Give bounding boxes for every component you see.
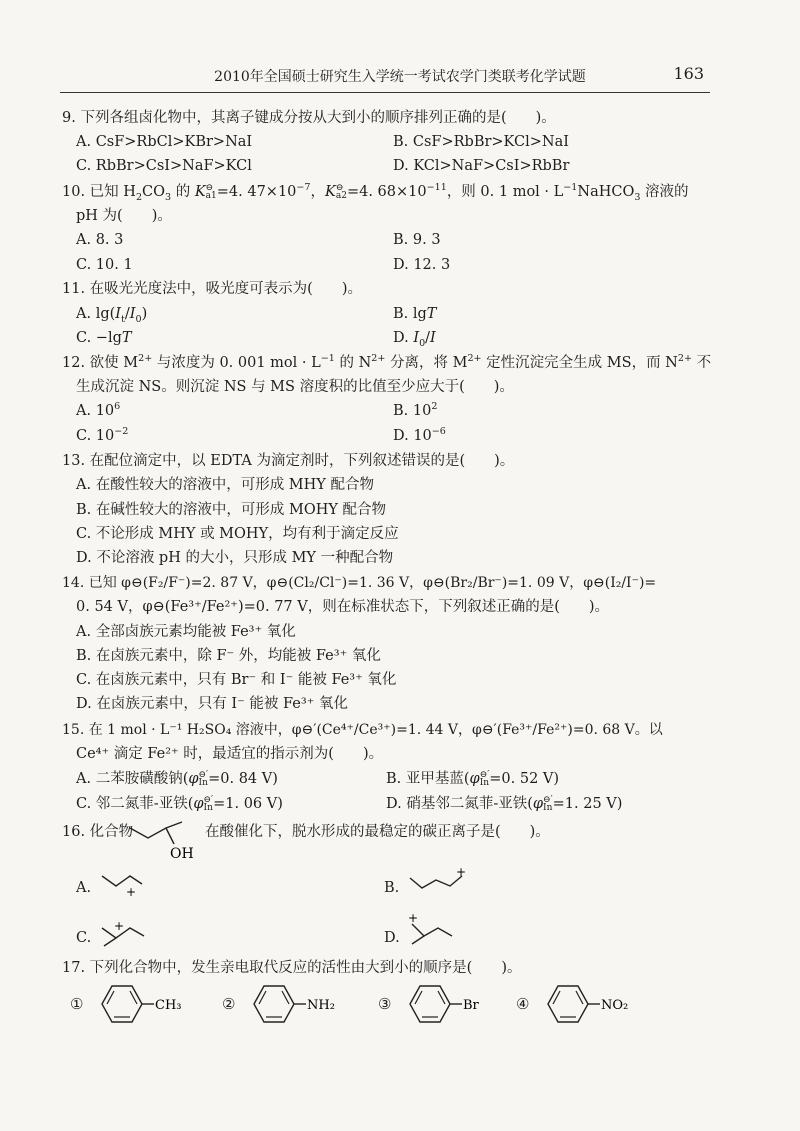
q9-option-c: C. RbBr>CsI>NaF>KCl (76, 158, 252, 174)
q16-option-a-label: A. (76, 880, 92, 896)
q15-option-a: A. 二苯胺磺酸钠(φ ⊖′ In =0. 84 V) (76, 770, 278, 788)
svg-text:Br: Br (463, 998, 479, 1013)
q15-option-b: B. 亚甲基蓝(φ ⊖′ In =0. 52 V) (386, 770, 560, 788)
q13-option-c: C. 不论形成 MHY 或 MOHY，均有利于滴定反应 (76, 526, 399, 542)
q16-option-d-structure (404, 912, 464, 948)
q10-option-b: B. 9. 3 (393, 232, 441, 248)
q17-compound-1-structure (90, 980, 200, 1028)
q10-option-a: A. 8. 3 (76, 232, 124, 248)
q17-compound-4-structure (536, 980, 646, 1028)
page-header (0, 0, 800, 100)
q17-compound-2-structure (242, 980, 352, 1028)
q17-compound-1-number: ① (70, 995, 84, 1013)
q15-stem: 15. 在 1 mol · L⁻¹ H₂SO₄ 溶液中，φ⊖′(Ce⁴⁺/Ce³⁺)=1. 44 V，φ⊖′(Fe³⁺/Fe²⁺)=0. 68 V。以 (62, 722, 663, 738)
q10-option-c: C. 10. 1 (76, 257, 133, 273)
q16-option-a-structure (98, 866, 150, 900)
q16-option-b-structure (404, 866, 472, 900)
q17-compound-2-number: ② (222, 995, 236, 1013)
q9-option-d: D. KCl>NaF>CsI>RbBr (393, 158, 570, 174)
svg-text:NH₂: NH₂ (307, 998, 335, 1013)
q17-stem: 17. 下列化合物中，发生亲电取代反应的活性由大到小的顺序是( )。 (62, 960, 522, 976)
q15-option-d: D. 硝基邻二氮菲-亚铁(φ ⊖′ In =1. 25 V) (386, 795, 623, 813)
q12-stem-line2: 生成沉淀 NS。则沉淀 NS 与 MS 溶度积的比值至少应大于( )。 (76, 379, 514, 395)
q13-option-a: A. 在酸性较大的溶液中，可形成 MHY 配合物 (76, 477, 374, 493)
q16-compound-structure (124, 816, 208, 864)
q12-option-a: A. $10^6$ (76, 401, 121, 419)
q13-stem: 13. 在配位滴定中，以 EDTA 为滴定剂时，下列叙述错误的是( )。 (62, 453, 515, 469)
q16-option-c-label: C. (76, 930, 92, 946)
q11-stem: 11. 在吸光光度法中，吸光度可表示为( )。 (62, 281, 362, 297)
q12-option-b: B. $10^2$ (393, 401, 438, 419)
svg-text:+: + (114, 919, 125, 933)
q15-option-c: C. 邻二氮菲-亚铁(φ ⊖′ In =1. 06 V) (76, 795, 283, 813)
q10-option-d: D. 12. 3 (393, 257, 451, 273)
q15-stem-line2: Ce⁴⁺ 滴定 Fe²⁺ 时，最适宜的指示剂为( )。 (76, 746, 384, 762)
q14-option-b: B. 在卤族元素中，除 F⁻ 外，均能被 Fe³⁺ 氧化 (76, 648, 381, 664)
q14-stem-line2: 0. 54 V，φ⊖(Fe³⁺/Fe²⁺)=0. 77 V，则在标准状态下，下列叙述正确的是( )。 (76, 599, 610, 615)
oh-label: OH (170, 846, 194, 862)
q17-compound-4-number: ④ (516, 995, 530, 1013)
q11-option-b: B. lgT (393, 306, 437, 322)
header-rule (60, 92, 710, 93)
q12-stem: 12. 欲使 $M^{2+}$ 与浓度为 0. 001 mol · $L^{-1}$ 的 $N^{2+}$ 分离，将 $M^{2+}$ 定性沉淀完全生成 MS，而 $N^{2+}$ 不 (62, 353, 712, 371)
svg-text:+: + (408, 912, 419, 925)
q16-option-d-label: D. (384, 930, 400, 946)
q16-number: 16. 化合物 (62, 824, 134, 840)
header-title: 2010年全国硕士研究生入学统一考试农学门类联考化学试题 (214, 69, 586, 85)
q13-option-b: B. 在碱性较大的溶液中，可形成 MOHY 配合物 (76, 502, 387, 518)
q16-stem: 在酸催化下，脱水形成的最稳定的碳正离子是( )。 (205, 824, 550, 840)
q12-option-c: C. $10^{-2}$ (76, 426, 129, 444)
q11-option-d: D. $I_0/I$ (393, 330, 436, 349)
q12-option-d: D. $10^{-6}$ (393, 426, 446, 444)
svg-text:+: + (456, 866, 467, 879)
q14-stem: 14. 已知 φ⊖(F₂/F⁻)=2. 87 V，φ⊖(Cl₂/Cl⁻)=1. 36 V，φ⊖(Br₂/Br⁻)=1. 09 V，φ⊖(I₂/I⁻)= (62, 575, 657, 591)
q16-option-c-structure (98, 916, 154, 950)
q10-stem: 10. 已知 $H_2CO_3$ 的 K ⊖ a1 =4. $47\times 10^{-7}$，K ⊖ a2 =4. $68\times 10^{-11}$，则 0. 1 mol · $L^{-1}NaHCO_3$ 溶液的 (62, 182, 689, 203)
q17-compound-3-structure (398, 980, 498, 1028)
q16-option-b-label: B. (384, 880, 400, 896)
q14-option-c: C. 在卤族元素中，只有 Br⁻ 和 I⁻ 能被 Fe³⁺ 氧化 (76, 672, 397, 688)
q13-option-d: D. 不论溶液 pH 的大小，只形成 MY 一种配合物 (76, 550, 394, 566)
q11-option-c: C. −lgT (76, 330, 132, 346)
q14-option-a: A. 全部卤族元素均能被 Fe³⁺ 氧化 (76, 624, 296, 640)
q17-compound-3-number: ③ (378, 995, 392, 1013)
q9-stem: 9. 下列各组卤化物中，其离子键成分按从大到小的顺序排列正确的是( )。 (62, 110, 556, 126)
q10-stem-line2: pH 为( )。 (76, 208, 172, 224)
svg-text:CH₃: CH₃ (155, 998, 182, 1013)
page-number: 163 (673, 64, 704, 83)
q11-option-a: A. $\lg(I_t/I_0)$ (76, 306, 148, 325)
q14-option-d: D. 在卤族元素中，只有 I⁻ 能被 Fe³⁺ 氧化 (76, 696, 348, 712)
svg-text:NO₂: NO₂ (601, 998, 629, 1013)
svg-text:+: + (126, 885, 137, 899)
q9-option-a: A. CsF>RbCl>KBr>NaI (76, 134, 253, 150)
q9-option-b: B. CsF>RbBr>KCl>NaI (393, 134, 569, 150)
